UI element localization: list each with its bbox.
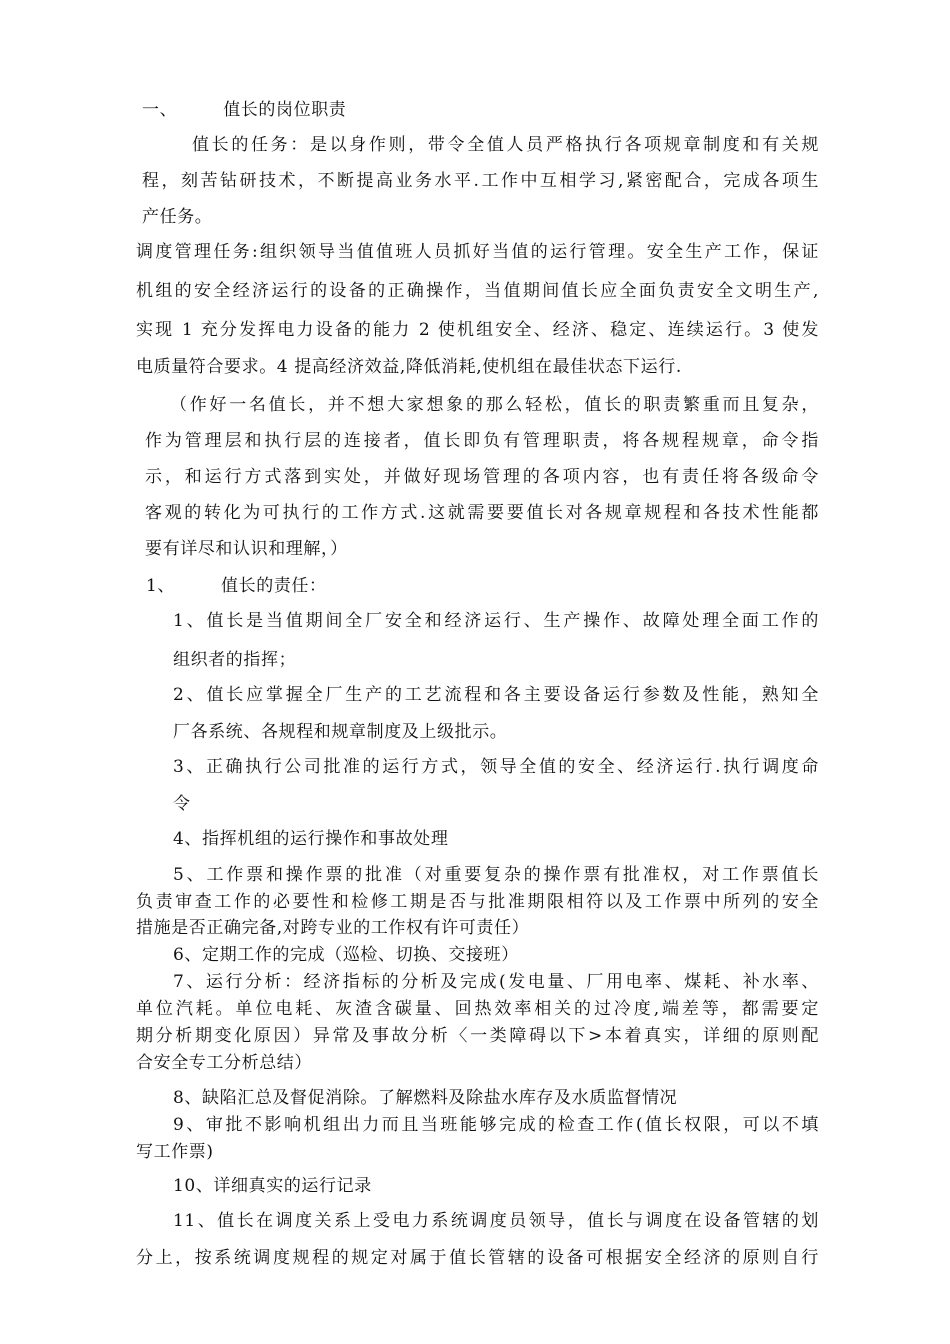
item-2-line-1: 2、值长应掌握全厂生产的工艺流程和各主要设备运行参数及性能，熟知全 — [173, 685, 819, 705]
item-9-line-2: 写工作票) — [136, 1142, 214, 1162]
item-5-line-3: 措施是否正确完备,对跨专业的工作权有许可责任） — [136, 918, 530, 938]
intro-line-3: 产任务。 — [142, 207, 213, 227]
note-line-3: 示，和运行方式落到实处，并做好现场管理的各项内容，也有责任将各级命令 — [145, 467, 819, 487]
item-3-line-2: 令 — [173, 794, 191, 814]
note-line-4: 客观的转化为可执行的工作方式.这就需要要值长对各规章规程和各技术性能都 — [145, 503, 819, 523]
section-heading — [142, 98, 346, 122]
item-5-line-1: 5、工作票和操作票的批准（对重要复杂的操作票有批准权，对工作票值长 — [173, 865, 819, 885]
item-9-line-1: 9、审批不影响机组出力而且当班能够完成的检查工作(值长权限，可以不填 — [173, 1115, 819, 1135]
item-6-line-1: 6、定期工作的完成（巡检、切换、交接班） — [173, 945, 519, 965]
heading-title: 值长的岗位职责 — [223, 100, 347, 120]
dispatch-line-4: 电质量符合要求。4 提高经济效益,降低消耗,使机组在最佳状态下运行. — [136, 357, 682, 377]
item-2-line-2: 厂各系统、各规程和规章制度及上级批示。 — [173, 722, 508, 742]
dispatch-line-1: 调度管理任务:组织领导当值值班人员抓好当值的运行管理。安全生产工作，保证 — [136, 242, 819, 262]
item-7-line-3: 期分析期变化原因）异常及事故分析〈一类障碍以下>本着真实，详细的原则配 — [136, 1026, 819, 1046]
intro-line-2: 程，刻苦钻研技术，不断提高业务水平.工作中互相学习,紧密配合，完成各项生 — [142, 171, 819, 191]
section-1-number: 1、 — [146, 576, 176, 596]
dispatch-line-3: 实现 1 充分发挥电力设备的能力 2 使机组安全、经济、稳定、连续运行。3 使发 — [136, 320, 819, 340]
note-line-1: （作好一名值长，并不想大家想象的那么轻松，值长的职责繁重而且复杂， — [170, 395, 819, 415]
heading-number: 一、 — [142, 100, 178, 120]
dispatch-line-2: 机组的安全经济运行的设备的正确操作，当值期间值长应全面负责安全文明生产, — [136, 281, 819, 301]
item-4-line-1: 4、指挥机组的运行操作和事故处理 — [173, 829, 449, 849]
section-1-title: 值长的责任： — [221, 576, 327, 596]
item-11-line-2: 分上，按系统调度规程的规定对属于值长管辖的设备可根据安全经济的原则自行 — [136, 1248, 819, 1268]
item-7-line-4: 合安全专工分析总结） — [136, 1053, 312, 1073]
item-7-line-1: 7、运行分析：经济指标的分析及完成(发电量、厂用电率、煤耗、补水率、 — [173, 972, 819, 992]
item-7-line-2: 单位汽耗。单位电耗、灰渣含碳量、回热效率相关的过冷度,端差等，都需要定 — [136, 999, 819, 1019]
item-8-line-1: 8、缺陷汇总及督促消除。了解燃料及除盐水库存及水质监督情况 — [173, 1088, 678, 1108]
note-line-5: 要有详尽和认识和理解，） — [145, 539, 348, 559]
item-10-line-1: 10、详细真实的运行记录 — [173, 1176, 372, 1196]
item-3-line-1: 3、正确执行公司批准的运行方式，领导全值的安全、经济运行.执行调度命 — [173, 757, 819, 777]
item-1-line-2: 组织者的指挥； — [173, 650, 297, 670]
note-line-2: 作为管理层和执行层的连接者，值长即负有管理职责，将各规程规章，命令指 — [145, 431, 819, 451]
item-1-line-1: 1、值长是当值期间全厂安全和经济运行、生产操作、故障处理全面工作的 — [173, 611, 819, 631]
item-11-line-1: 11、值长在调度关系上受电力系统调度员领导，值长与调度在设备管辖的划 — [173, 1211, 819, 1231]
section-1-heading — [146, 574, 327, 598]
item-5-line-2: 负责审查工作的必要性和检修工期是否与批准期限相符以及工作票中所列的安全 — [136, 892, 819, 912]
intro-line-1: 值长的任务：是以身作则，带令全值人员严格执行各项规章制度和有关规 — [192, 135, 819, 155]
